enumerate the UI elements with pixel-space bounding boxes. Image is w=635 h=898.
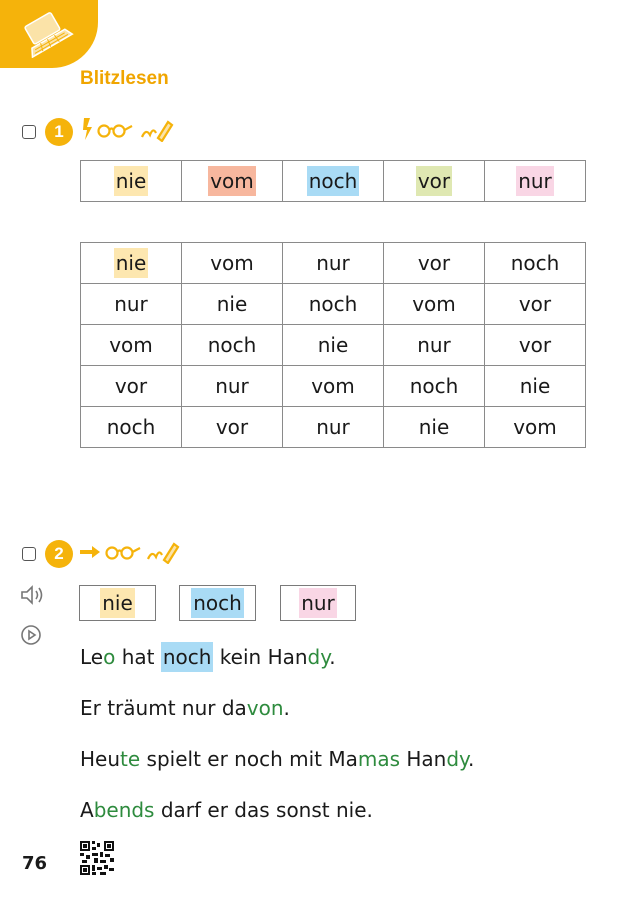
table-cell: vor (485, 284, 586, 325)
word-box-nie (79, 585, 156, 621)
table-cell: vor (485, 325, 586, 366)
exercise-1-number: 1 (45, 118, 73, 146)
play-icon[interactable] (20, 624, 42, 650)
pencil-icon (148, 544, 178, 563)
table-cell: nur (283, 407, 384, 448)
table-cell: nur (384, 325, 485, 366)
laptop-icon (22, 6, 74, 58)
reading-grid (80, 242, 586, 448)
table-cell: vor (182, 407, 283, 448)
exercise-2-number: 2 (45, 540, 73, 568)
glasses-icon (107, 548, 141, 559)
table-row (81, 325, 586, 366)
highlighted-word: nur (299, 588, 337, 618)
highlighted-word: nur (516, 166, 554, 196)
table-row (81, 284, 586, 325)
highlighted-word: noch (161, 642, 214, 672)
table-cell: noch (81, 407, 182, 448)
exercise-2-icons (80, 538, 180, 568)
table-cell: vor (384, 243, 485, 284)
highlighted-word: vor (416, 166, 452, 196)
table-cell: noch (182, 325, 283, 366)
sentence-3: Heute spielt er noch mit Mamas Handy. (80, 747, 475, 771)
table-cell: noch (485, 243, 586, 284)
table-cell: nur (81, 284, 182, 325)
section-title: Blitzlesen (80, 68, 169, 89)
chapter-corner-tab (0, 0, 98, 68)
table-cell: nie (384, 407, 485, 448)
highlighted-word: nie (100, 588, 135, 618)
highlighted-word: noch (191, 588, 244, 618)
table-cell (81, 161, 182, 202)
pencil-icon (142, 122, 172, 141)
table-cell: noch (384, 366, 485, 407)
sentence-2: Er träumt nur davon. (80, 696, 290, 720)
table-cell: nie (182, 284, 283, 325)
key-words-table (80, 160, 586, 202)
table-cell: vom (485, 407, 586, 448)
table-cell: vom (81, 325, 182, 366)
lightning-icon (83, 118, 92, 140)
word-box-noch (179, 585, 256, 621)
table-cell: vom (182, 243, 283, 284)
highlighted-word: nie (114, 166, 149, 196)
table-row (81, 161, 586, 202)
table-row (81, 243, 586, 284)
table-cell (283, 161, 384, 202)
exercise-1-icons (80, 116, 175, 146)
sentence-1: Leo hat noch kein Handy. (80, 645, 336, 669)
exercise-2-checkbox[interactable] (22, 547, 36, 561)
qr-code-icon[interactable] (80, 841, 114, 875)
table-cell: nur (182, 366, 283, 407)
sentence-4: Abends darf er das sonst nie. (80, 798, 373, 822)
arrow-icon (80, 546, 100, 558)
table-cell: noch (283, 284, 384, 325)
table-cell (384, 161, 485, 202)
table-cell (485, 161, 586, 202)
table-cell: nie (485, 366, 586, 407)
speaker-icon[interactable] (20, 584, 46, 610)
table-cell: nur (283, 243, 384, 284)
table-cell: vom (283, 366, 384, 407)
highlighted-word: nie (114, 248, 149, 278)
table-cell: nie (283, 325, 384, 366)
highlighted-word: vom (208, 166, 256, 196)
table-cell: vom (384, 284, 485, 325)
table-cell: vor (81, 366, 182, 407)
table-row (81, 366, 586, 407)
highlighted-word: noch (307, 166, 360, 196)
table-cell (81, 243, 182, 284)
table-cell (182, 161, 283, 202)
exercise-1-checkbox[interactable] (22, 125, 36, 139)
glasses-icon (99, 126, 133, 137)
word-box-nur (280, 585, 356, 621)
table-row (81, 407, 586, 448)
page-number: 76 (22, 853, 48, 874)
